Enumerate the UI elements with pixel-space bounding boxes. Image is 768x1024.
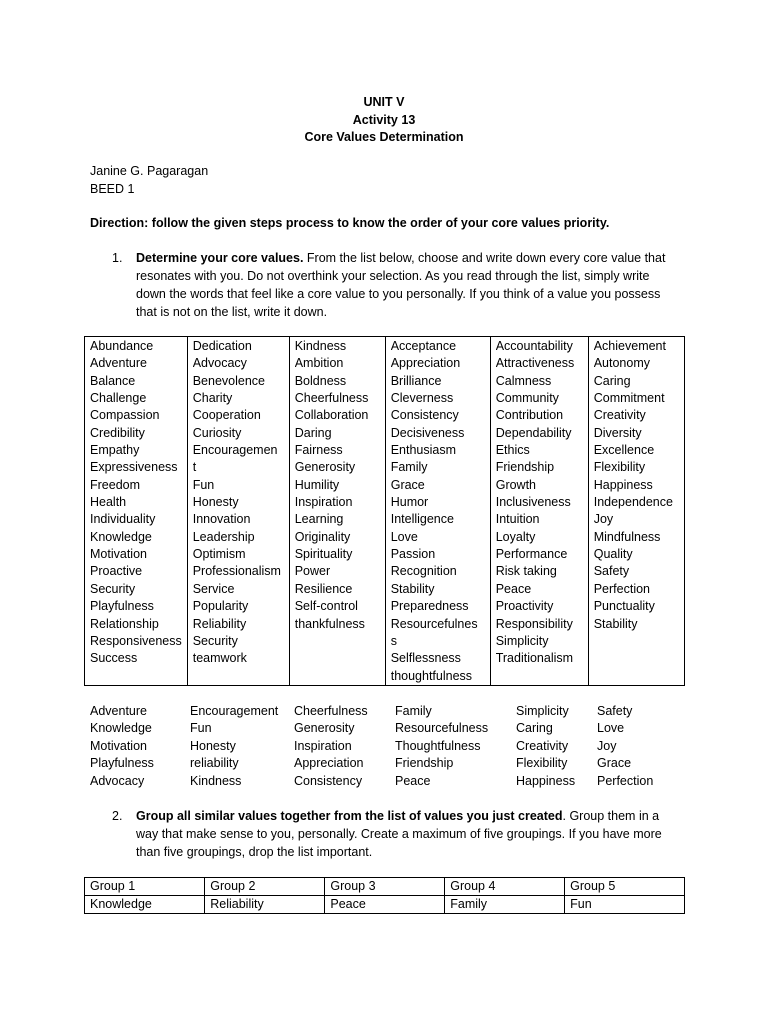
chosen-value-item: Kindness (190, 773, 242, 788)
value-item: Curiosity (192, 425, 242, 440)
value-item: Optimism (192, 547, 246, 562)
value-item: Preparedness (390, 599, 469, 614)
group-header: Group 2 (205, 878, 325, 896)
value-item: Challenge (90, 391, 147, 406)
value-item: Self-control (294, 599, 358, 614)
value-item: Popularity (192, 599, 249, 614)
chosen-column-4 (395, 703, 488, 790)
value-item: s (390, 633, 397, 648)
value-item: Mindfulness (593, 529, 661, 544)
chosen-value-item: Family (395, 704, 432, 718)
value-item: Acceptance (390, 339, 457, 353)
value-item: Peace (495, 581, 532, 596)
value-item: Motivation (90, 547, 147, 562)
value-item: Ambition (294, 356, 344, 371)
value-item: Resourcefulnes (390, 616, 478, 631)
chosen-column-3 (294, 703, 368, 790)
value-item: Inspiration (294, 495, 353, 510)
value-item: Simplicity (495, 633, 549, 648)
value-item: Accountability (495, 339, 573, 353)
value-item: Boldness (294, 373, 347, 388)
value-item: Excellence (593, 443, 655, 458)
group-value: Fun (565, 896, 685, 914)
value-item: Appreciation (390, 356, 461, 371)
chosen-value-item: Motivation (90, 738, 147, 753)
value-item: Intuition (495, 512, 540, 527)
value-item: Health (90, 495, 127, 510)
step-1-heading: Determine your core values. (136, 251, 304, 265)
value-item: Playfulness (90, 599, 154, 614)
direction-text: Direction: follow the given steps process to know the order of your core values priority. (90, 216, 610, 230)
value-item: Spirituality (294, 547, 353, 562)
value-item: Flexibility (593, 460, 646, 475)
group-value: Family (445, 896, 565, 914)
value-item: Dedication (192, 339, 252, 353)
value-item: Friendship (495, 460, 555, 475)
value-item: Individuality (90, 512, 156, 527)
value-item: Risk taking (495, 564, 557, 579)
chosen-value-item: Playfulness (90, 756, 154, 771)
chosen-column-2 (190, 703, 278, 790)
chosen-value-item: Adventure (90, 704, 147, 718)
step-1 (112, 249, 672, 321)
core-values-table (84, 336, 685, 686)
value-item: Responsibility (495, 616, 573, 631)
value-item: Perfection (593, 581, 650, 596)
step-2-heading: Group all similar values together from the list of values you just created (136, 809, 563, 823)
chosen-value-item: Fun (190, 721, 212, 736)
value-item: Community (495, 391, 559, 406)
value-item: Originality (294, 529, 351, 544)
value-item: Innovation (192, 512, 251, 527)
value-item: Autonomy (593, 356, 650, 371)
values-column-2 (187, 337, 289, 686)
group-value: Reliability (205, 896, 325, 914)
value-item: Ethics (495, 443, 530, 458)
value-item: Consistency (390, 408, 459, 423)
value-item: Stability (390, 581, 435, 596)
chosen-value-item: Knowledge (90, 721, 152, 736)
chosen-column-5 (516, 703, 575, 790)
chosen-value-item: Resourcefulness (395, 721, 489, 736)
chosen-column-6 (597, 703, 653, 790)
value-item: thankfulness (294, 616, 365, 631)
value-item: Inclusiveness (495, 495, 571, 510)
chosen-value-item: Simplicity (516, 704, 569, 718)
value-item: Kindness (294, 339, 347, 353)
value-item: Benevolence (192, 373, 265, 388)
chosen-value-item: Peace (395, 773, 431, 788)
value-item: Grace (390, 477, 425, 492)
group-header: Group 5 (565, 878, 685, 896)
value-item: Relationship (90, 616, 159, 631)
value-item: Diversity (593, 425, 642, 440)
value-item: Professionalism (192, 564, 281, 579)
value-item: Loyalty (495, 529, 536, 544)
step-2-text: . Group them in a way that make sense to you, personally. Create a maximum of five groupings. If you have more than five groupings, drop the list important. (136, 809, 662, 859)
value-item: Learning (294, 512, 344, 527)
value-item: Calmness (495, 373, 552, 388)
chosen-value-item: Flexibility (516, 756, 568, 771)
chosen-value-item: Consistency (294, 773, 363, 788)
chosen-value-item: Advocacy (90, 773, 145, 788)
value-item: Cheerfulness (294, 391, 369, 406)
value-item: Punctuality (593, 599, 655, 614)
value-item: Achievement (593, 339, 666, 353)
value-item: Expressiveness (90, 460, 178, 475)
group-value: Peace (325, 896, 445, 914)
values-column-6 (588, 337, 684, 686)
value-item: Commitment (593, 391, 665, 406)
chosen-value-item: Love (597, 721, 625, 736)
value-item: Humor (390, 495, 429, 510)
value-item: Freedom (90, 477, 141, 492)
activity-title: Activity 13 (352, 112, 416, 127)
value-item: Traditionalism (495, 651, 574, 666)
groups-header-row (85, 878, 685, 896)
value-item: Contribution (495, 408, 564, 423)
value-item: Security (90, 581, 136, 596)
value-item: Attractiveness (495, 356, 575, 371)
value-item: Reliability (192, 616, 247, 631)
value-item: Love (390, 529, 418, 544)
value-item: Brilliance (390, 373, 442, 388)
value-item: Growth (495, 477, 537, 492)
value-item: Joy (593, 512, 614, 527)
value-item: Fairness (294, 443, 343, 458)
document-header (0, 94, 768, 147)
value-item: Leadership (192, 529, 255, 544)
value-item: Success (90, 651, 138, 666)
chosen-value-item: Happiness (516, 773, 576, 788)
value-item: Performance (495, 547, 568, 562)
group-header: Group 4 (445, 878, 565, 896)
value-item: thoughtfulness (390, 668, 473, 683)
chosen-value-item: Perfection (597, 773, 654, 788)
value-item: Empathy (90, 443, 140, 458)
values-column-5 (490, 337, 588, 686)
value-item: Compassion (90, 408, 160, 423)
chosen-value-item: Grace (597, 756, 632, 771)
value-item: Caring (593, 373, 631, 388)
value-item: Happiness (593, 477, 653, 492)
value-item: Power (294, 564, 331, 579)
chosen-value-item: Thoughtfulness (395, 738, 481, 753)
value-item: Encouragemen (192, 443, 278, 458)
value-item: Passion (390, 547, 436, 562)
value-item: Decisiveness (390, 425, 465, 440)
value-item: t (192, 460, 197, 475)
value-item: Security (192, 633, 238, 648)
value-item: Family (390, 460, 428, 475)
author-name: Janine G. Pagaragan (90, 164, 209, 178)
value-item: Balance (90, 373, 136, 388)
value-item: Intelligence (390, 512, 454, 527)
value-item: Independence (593, 495, 673, 510)
chosen-value-item: reliability (190, 756, 239, 771)
chosen-value-item: Honesty (190, 738, 236, 753)
value-item: Cleverness (390, 391, 454, 406)
author-block (90, 163, 208, 198)
chosen-value-item: Encouragement (190, 704, 279, 718)
value-item: Collaboration (294, 408, 369, 423)
group-header: Group 3 (325, 878, 445, 896)
value-item: Adventure (90, 356, 147, 371)
group-header: Group 1 (85, 878, 205, 896)
value-item: Abundance (90, 339, 154, 353)
unit-title: UNIT V (363, 95, 405, 109)
page-title: Core Values Determination (304, 130, 464, 144)
value-item: Charity (192, 391, 233, 406)
chosen-column-1 (90, 703, 154, 790)
value-item: Credibility (90, 425, 145, 440)
value-item: Cooperation (192, 408, 261, 423)
value-item: Selflessness (390, 651, 461, 666)
value-item: Knowledge (90, 529, 152, 544)
author-class: BEED 1 (90, 181, 135, 196)
chosen-value-item: Cheerfulness (294, 704, 368, 718)
value-item: Proactivity (495, 599, 554, 614)
value-item: Fun (192, 477, 215, 492)
value-item: Dependability (495, 425, 572, 440)
value-item: Recognition (390, 564, 457, 579)
value-item: Stability (593, 616, 638, 631)
value-item: Advocacy (192, 356, 247, 371)
value-item: Quality (593, 547, 633, 562)
step-2-number: 2. (112, 809, 123, 823)
chosen-value-item: Inspiration (294, 738, 352, 753)
chosen-value-item: Appreciation (294, 756, 364, 771)
chosen-value-item: Caring (516, 721, 553, 736)
value-item: Enthusiasm (390, 443, 457, 458)
values-column-4 (385, 337, 490, 686)
value-item: Daring (294, 425, 332, 440)
value-item: Responsiveness (90, 633, 182, 648)
value-item: Proactive (90, 564, 143, 579)
chosen-value-item: Generosity (294, 721, 355, 736)
value-item: Service (192, 581, 235, 596)
value-item: Creativity (593, 408, 646, 423)
chosen-value-item: Safety (597, 704, 633, 718)
groups-value-row (85, 896, 685, 914)
step-1-number: 1. (112, 251, 123, 265)
chosen-value-item: Friendship (395, 756, 454, 771)
chosen-value-item: Creativity (516, 738, 569, 753)
value-item: Honesty (192, 495, 239, 510)
values-column-1 (85, 337, 188, 686)
value-item: Generosity (294, 460, 356, 475)
step-2 (112, 807, 672, 861)
group-value: Knowledge (85, 896, 205, 914)
values-column-3 (289, 337, 385, 686)
value-item: Resilience (294, 581, 353, 596)
value-item: Safety (593, 564, 630, 579)
value-item: Humility (294, 477, 340, 492)
chosen-value-item: Joy (597, 738, 617, 753)
value-item: teamwork (192, 651, 247, 666)
core-values-row (85, 337, 685, 686)
groups-table (84, 877, 685, 914)
step-1-text: From the list below, choose and write down every core value that resonates with you. Do not overthink your selection. As you read through the list, simply write down the words that feel like a core value to you personally. If you think of a value you possess that is not on the list, write it down. (136, 251, 666, 319)
